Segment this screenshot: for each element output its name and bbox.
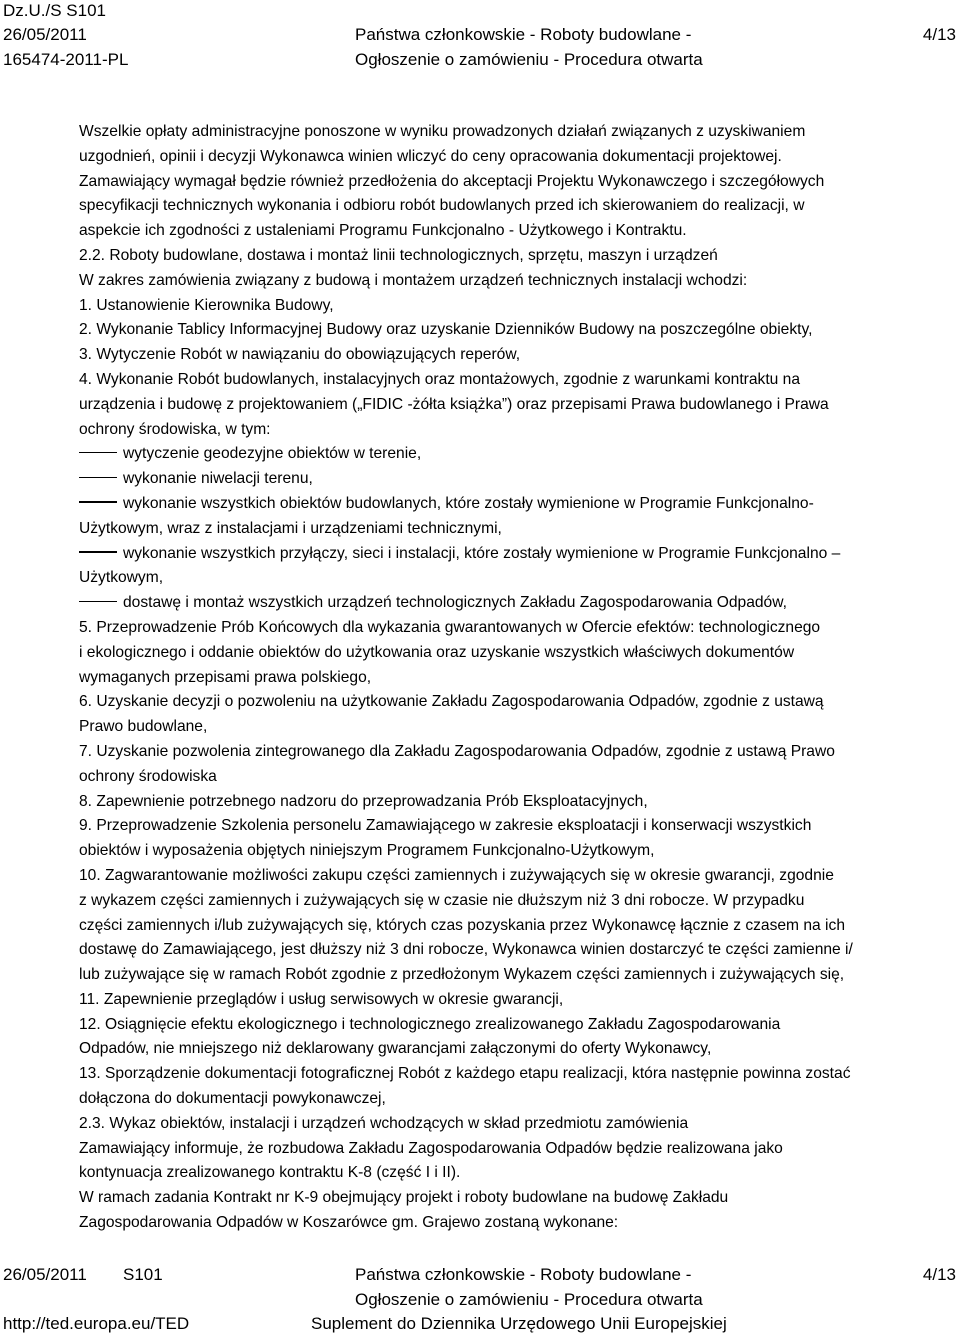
- body-line: W ramach zadania Kontrakt nr K-9 obejmujący projekt i roboty budowlane na budowę Zakładu: [79, 1189, 729, 1207]
- list-item: 6. Uzyskanie decyzji o pozwoleniu na użytkowanie Zakładu Zagospodarowania Odpadów, zgodnie z ustawą: [79, 693, 824, 711]
- body-line: Użytkowym,: [79, 569, 164, 587]
- body-line: ochrony środowiska: [79, 767, 217, 785]
- header-title-line2: Ogłoszenie o zamówieniu - Procedura otwarta: [355, 50, 703, 69]
- body-line: W zakres zamówienia związany z budową i montażem urządzeń technicznych instalacji wchodzi:: [79, 271, 748, 289]
- header-notice-number: 165474-2011-PL: [3, 50, 129, 69]
- body-line: i ekologicznego i oddanie obiektów do użytkowania oraz uzyskanie wszystkich właściwych dokumentów: [79, 643, 795, 661]
- list-item: 5. Przeprowadzenie Prób Końcowych dla wykazania gwarantowanych w Ofercie efektów: technologicznego: [79, 618, 821, 636]
- dash-bullet: [79, 551, 117, 553]
- dash-bullet: [79, 452, 117, 454]
- body-line: uzgodnień, opinii i decyzji Wykonawca winien wliczyć do ceny opracowania dokumentacji projektowej.: [79, 147, 782, 165]
- footer-title-line2: Ogłoszenie o zamówieniu - Procedura otwarta: [355, 1290, 703, 1309]
- body-line: obiektów i wyposażenia objętych niniejszym Programem Funkcjonalno-Użytkowym,: [79, 842, 655, 860]
- section-heading: 2.2. Roboty budowlane, dostawa i montaż linii technologicznych, sprzętu, maszyn i urządzeń: [79, 246, 718, 264]
- body-line: specyfikacji technicznych wykonania i odbioru robót budowlanych przed ich skierowaniem do realizacji, w: [79, 197, 805, 215]
- section-heading: 2.3. Wykaz obiektów, instalacji i urządzeń wchodzących w skład przedmiotu zamówienia: [79, 1114, 689, 1132]
- header-journal-ref: Dz.U./S S101: [3, 1, 106, 20]
- footer-title-line1: Państwa członkowskie - Roboty budowlane -: [355, 1265, 692, 1284]
- list-item: 4. Wykonanie Robót budowlanych, instalacyjnych oraz montażowych, zgodnie z warunkami kontraktu na: [79, 370, 801, 388]
- body-line: urządzenia i budowę z projektowaniem („FIDIC -żółta książka”) oraz przepisami Prawa budowlanego i Prawa: [79, 395, 829, 413]
- body-line: Zagospodarowania Odpadów w Koszarówce gm. Grajewo zostaną wykonane:: [79, 1214, 619, 1232]
- body-line: z wykazem części zamiennych i zużywających się w czasie nie dłuższym niż 3 dni robocze. W przypadku: [79, 891, 805, 909]
- list-item: 13. Sporządzenie dokumentacji fotograficznej Robót z każdego etapu realizacji, która następnie powinna zostać: [79, 1065, 851, 1083]
- body-line: części zamiennych i/lub zużywających się, których czas pozyskania przez Wykonawcę łącznie z czasem na ich: [79, 916, 845, 934]
- dash-item: wykonanie niwelacji terenu,: [79, 467, 954, 492]
- list-item: 3. Wytyczenie Robót w nawiązaniu do obowiązujących reperów,: [79, 346, 521, 364]
- body-line: dołączona do dokumentacji powykonawczej,: [79, 1090, 386, 1108]
- dash-item: wykonanie wszystkich obiektów budowlanych, które zostały wymienione w Programie Funkcjonalno-: [79, 492, 954, 517]
- header-date: 26/05/2011: [3, 25, 87, 44]
- footer-series: S101: [123, 1265, 163, 1284]
- body-line: dostawę do Zamawiającego, jest dłuższy niż 3 dni robocze, Wykonawca winien dostarczyć te części zamienne i/: [79, 941, 853, 959]
- body-line: lub zużywające się w ramach Robót zgodnie z przedłożonym Wykazem części zamiennych i zużywających się,: [79, 966, 845, 984]
- list-item: 11. Zapewnienie przeglądów i usług serwisowych w okresie gwarancji,: [79, 990, 564, 1008]
- page-header: [0, 0, 960, 70]
- dash-bullet: [79, 501, 117, 503]
- footer-date: 26/05/2011: [3, 1265, 87, 1284]
- body-line: aspekcie ich zgodności z ustaleniami Programu Funkcjonalno - Użytkowego i Kontraktu.: [79, 222, 687, 240]
- header-page-number: 4/13: [922, 25, 956, 44]
- body-line: Prawo budowlane,: [79, 718, 208, 736]
- list-item: 12. Osiągnięcie efektu ekologicznego i technologicznego zrealizowanego Zakładu Zagospodarowania: [79, 1015, 781, 1033]
- dash-item: wykonanie wszystkich przyłączy, sieci i instalacji, które zostały wymienione w Programie Funkcjonalno –: [79, 542, 954, 567]
- list-item: 7. Uzyskanie pozwolenia zintegrowanego dla Zakładu Zagospodarowania Odpadów, zgodnie z ustawą Prawo: [79, 742, 835, 760]
- dash-bullet: [79, 477, 117, 479]
- footer-page-number: 4/13: [922, 1265, 956, 1284]
- list-item: 2. Wykonanie Tablicy Informacyjnej Budowy oraz uzyskanie Dzienników Budowy na poszczególne obiekty,: [79, 321, 813, 339]
- list-item: 9. Przeprowadzenie Szkolenia personelu Zamawiającego w zakresie eksploatacji i konserwacji wszystkich: [79, 817, 812, 835]
- list-item: 10. Zagwarantowanie możliwości zakupu części zamiennych i zużywających się w okresie gwarancji, zgodnie: [79, 866, 834, 884]
- dash-item: dostawę i montaż wszystkich urządzeń technologicznych Zakładu Zagospodarowania Odpadów,: [79, 591, 954, 616]
- body-line: wymaganych przepisami prawa polskiego,: [79, 668, 372, 686]
- body-line: Użytkowym, wraz z instalacjami i urządzeniami technicznymi,: [79, 519, 502, 537]
- footer-supplement: Suplement do Dziennika Urzędowego Unii Europejskiej: [311, 1314, 727, 1333]
- footer-url[interactable]: http://ted.europa.eu/TED: [3, 1314, 190, 1333]
- body-line: Wszelkie opłaty administracyjne ponoszone w wyniku prowadzonych działań związanych z uzyskiwaniem: [79, 123, 806, 140]
- body-line: Odpadów, nie mniejszego niż deklarowany gwarancjami załączonymi do oferty Wykonawcy,: [79, 1040, 712, 1058]
- body-line: Zamawiający wymagał będzie również przedłożenia do akceptacji Projektu Wykonawczego i szczegółowych: [79, 172, 825, 190]
- list-item: 8. Zapewnienie potrzebnego nadzoru do przeprowadzania Prób Eksploatacyjnych,: [79, 792, 648, 810]
- body-line: kontynuacja zrealizowanego kontraktu K-8 (część I i II).: [79, 1164, 461, 1182]
- header-title-line1: Państwa członkowskie - Roboty budowlane -: [355, 25, 692, 44]
- body-line: ochrony środowiska, w tym:: [79, 420, 271, 438]
- document-body: [79, 120, 954, 1236]
- page-footer: [0, 1262, 960, 1334]
- body-line: Zamawiający informuje, że rozbudowa Zakładu Zagospodarowania Odpadów będzie realizowana jako: [79, 1139, 783, 1157]
- dash-bullet: [79, 601, 117, 603]
- list-item: 1. Ustanowienie Kierownika Budowy,: [79, 296, 334, 314]
- dash-item: wytyczenie geodezyjne obiektów w terenie,: [79, 442, 954, 467]
